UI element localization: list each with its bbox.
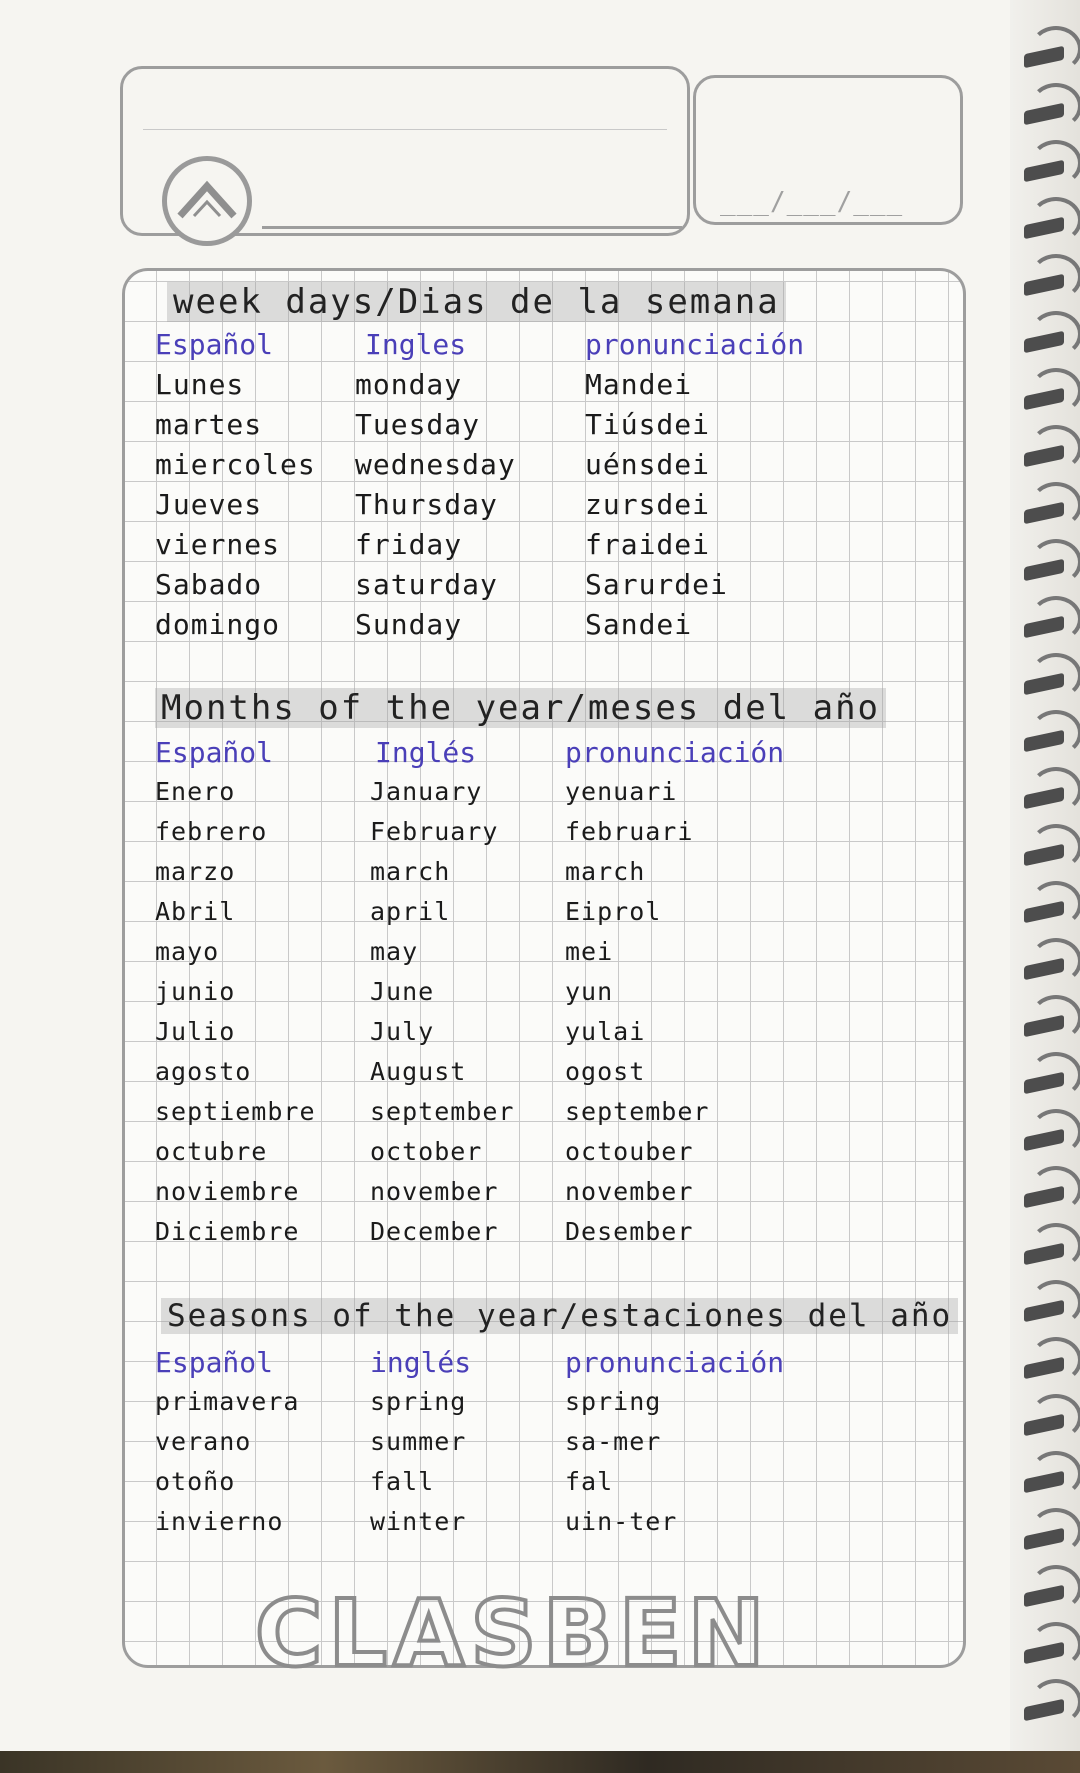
cell-pron: Mandei [585, 368, 693, 401]
cell-pron: fraidei [585, 528, 711, 561]
cell-es: mayo [155, 937, 220, 966]
cell-en: friday [355, 528, 463, 561]
spiral-coil-icon [1024, 667, 1072, 703]
cell-es: junio [155, 977, 236, 1006]
title-box-rule [143, 129, 667, 130]
cell-pron: september [565, 1097, 710, 1126]
cell-es: Diciembre [155, 1217, 300, 1246]
column-header-spanish: Español [155, 1346, 274, 1379]
spiral-coil-icon [1024, 781, 1072, 817]
cell-en: saturday [355, 568, 498, 601]
cell-en: may [370, 937, 419, 966]
cell-es: Enero [155, 777, 236, 806]
section-title: Seasons of the year/estaciones del año [161, 1301, 958, 1332]
section-title: week days/Dias de la semana [167, 285, 786, 319]
cell-es: verano [155, 1427, 252, 1456]
column-header-english: Ingles [365, 328, 467, 361]
spiral-coil-icon [1024, 724, 1072, 760]
cell-es: miercoles [155, 448, 316, 481]
cell-es: septiembre [155, 1097, 316, 1126]
cell-en: april [370, 897, 451, 926]
spiral-coil-icon [1024, 610, 1072, 646]
cell-en: october [370, 1137, 483, 1166]
name-line [262, 226, 682, 229]
cell-pron: Sarurdei [585, 568, 728, 601]
cell-en: Sunday [355, 608, 463, 641]
cell-en: February [370, 817, 499, 846]
spiral-coil-icon [1024, 1123, 1072, 1159]
cell-en: september [370, 1097, 515, 1126]
spiral-coil-icon [1024, 97, 1072, 133]
cell-en: Thursday [355, 488, 498, 521]
cell-es: Jueves [155, 488, 263, 521]
background-surface [0, 1751, 1080, 1773]
spiral-coil-icon [1024, 1237, 1072, 1273]
cell-en: December [370, 1217, 499, 1246]
cell-es: noviembre [155, 1177, 300, 1206]
spiral-coil-icon [1024, 154, 1072, 190]
cell-pron: zursdei [585, 488, 711, 521]
cell-es: invierno [155, 1507, 284, 1536]
cell-es: Abril [155, 897, 236, 926]
spiral-coil-icon [1024, 1066, 1072, 1102]
spiral-coil-icon [1024, 1408, 1072, 1444]
cell-pron: ogost [565, 1057, 646, 1086]
cell-es: primavera [155, 1387, 300, 1416]
cell-pron: uin-ter [565, 1507, 678, 1536]
cell-en: march [370, 857, 451, 886]
cell-pron: yenuari [565, 777, 678, 806]
cell-pron: Desember [565, 1217, 694, 1246]
spiral-coil-icon [1024, 1693, 1072, 1729]
cell-pron: Tiúsdei [585, 408, 711, 441]
cell-en: June [370, 977, 435, 1006]
cell-es: martes [155, 408, 263, 441]
chevron-up-icon [176, 180, 238, 222]
cell-en: fall [370, 1467, 435, 1496]
spiral-coil-icon [1024, 895, 1072, 931]
cell-en: January [370, 777, 483, 806]
section-title: Months of the year/meses del año [155, 691, 886, 725]
spiral-coil-icon [1024, 211, 1072, 247]
spiral-coil-icon [1024, 496, 1072, 532]
cell-es: Lunes [155, 368, 245, 401]
cell-pron: yulai [565, 1017, 646, 1046]
cell-es: viernes [155, 528, 281, 561]
cell-en: wednesday [355, 448, 516, 481]
spiral-coil-icon [1024, 268, 1072, 304]
cell-pron: spring [565, 1387, 662, 1416]
column-header-pronunciation: pronunciación [565, 1346, 785, 1379]
cell-pron: Eiprol [565, 897, 662, 926]
column-header-pronunciation: pronunciación [565, 736, 785, 769]
cell-en: July [370, 1017, 435, 1046]
cell-pron: uénsdei [585, 448, 711, 481]
grid-page [122, 268, 966, 1668]
spiral-coil-icon [1024, 1009, 1072, 1045]
cell-en: Tuesday [355, 408, 481, 441]
cell-es: octubre [155, 1137, 268, 1166]
column-header-english: inglés [370, 1346, 472, 1379]
cell-pron: fal [565, 1467, 614, 1496]
cell-en: november [370, 1177, 499, 1206]
spiral-coil-icon [1024, 1351, 1072, 1387]
cell-es: agosto [155, 1057, 252, 1086]
cell-pron: sa-mer [565, 1427, 662, 1456]
cell-pron: februari [565, 817, 694, 846]
spiral-coil-icon [1024, 40, 1072, 76]
spiral-coil-icon [1024, 1636, 1072, 1672]
spiral-coil-icon [1024, 952, 1072, 988]
spiral-coil-icon [1024, 838, 1072, 874]
cell-en: summer [370, 1427, 467, 1456]
spiral-coil-icon [1024, 1294, 1072, 1330]
column-header-spanish: Español [155, 736, 274, 769]
column-header-spanish: Español [155, 328, 274, 361]
cell-es: Julio [155, 1017, 236, 1046]
cell-pron: octouber [565, 1137, 694, 1166]
cell-es: febrero [155, 817, 268, 846]
cell-es: otoño [155, 1467, 236, 1496]
cell-es: domingo [155, 608, 281, 641]
cell-en: winter [370, 1507, 467, 1536]
cell-pron: march [565, 857, 646, 886]
cell-es: marzo [155, 857, 236, 886]
spiral-coil-icon [1024, 382, 1072, 418]
cell-en: monday [355, 368, 463, 401]
cell-pron: Sandei [585, 608, 693, 641]
column-header-english: Inglés [375, 736, 477, 769]
column-header-pronunciation: pronunciación [585, 328, 805, 361]
cell-en: August [370, 1057, 467, 1086]
cell-pron: november [565, 1177, 694, 1206]
brand-logo-icon [162, 156, 252, 246]
spiral-coil-icon [1024, 439, 1072, 475]
spiral-coil-icon [1024, 325, 1072, 361]
brand-wordmark: CLASBEN [255, 1580, 771, 1687]
spiral-coil-icon [1024, 1465, 1072, 1501]
spiral-coil-icon [1024, 1522, 1072, 1558]
cell-es: Sabado [155, 568, 263, 601]
cell-pron: mei [565, 937, 614, 966]
spiral-coil-icon [1024, 1180, 1072, 1216]
spiral-coil-icon [1024, 1579, 1072, 1615]
cell-en: spring [370, 1387, 467, 1416]
cell-pron: yun [565, 977, 614, 1006]
date-field: ___/___/___ [720, 187, 904, 217]
spiral-coil-icon [1024, 553, 1072, 589]
